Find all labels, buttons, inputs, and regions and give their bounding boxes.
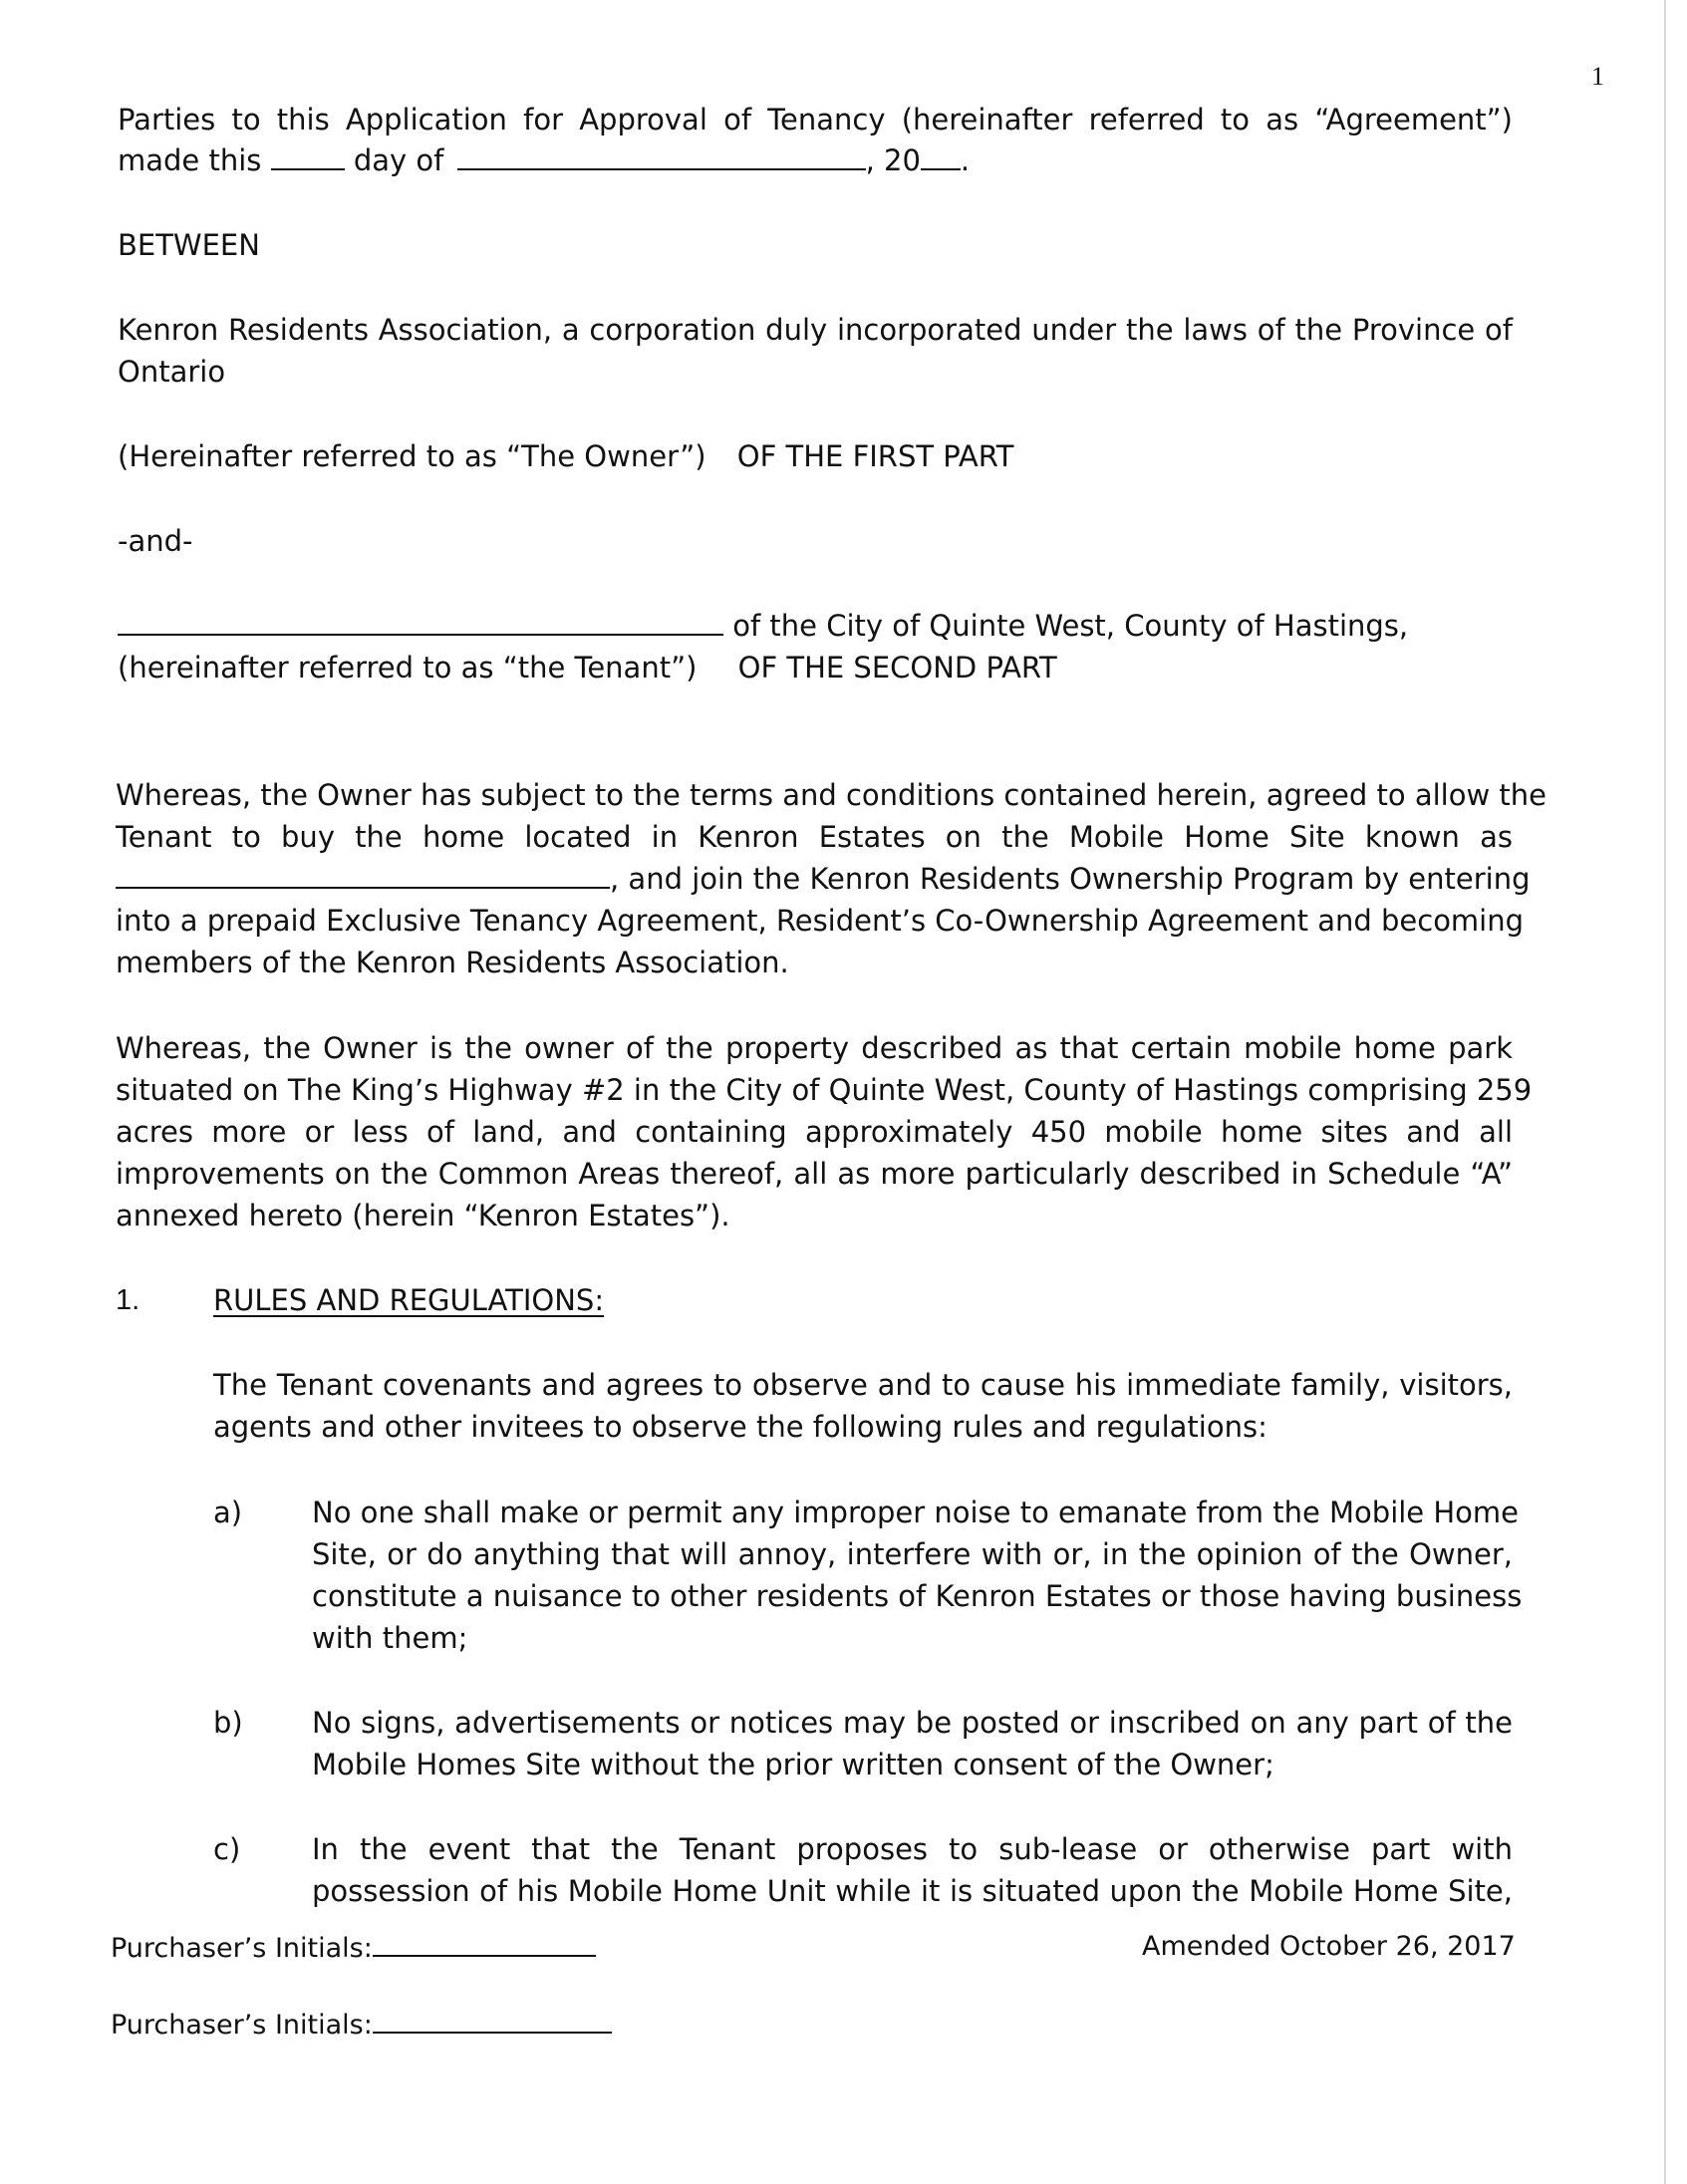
owner-referred: (Hereinafter referred to as “The Owner”) <box>118 439 706 473</box>
whereas2-line-2: situated on The King’s Highway #2 in the City of Quinte West, County of Hastings comprising 259 <box>116 1073 1533 1107</box>
section-title: RULES AND REGULATIONS: <box>213 1283 605 1317</box>
item-b-label: b) <box>213 1706 243 1740</box>
tenant-referred-line <box>118 647 1057 688</box>
item-b-line-1: No signs, advertisements or notices may be posted or inscribed on any part of the <box>312 1706 1513 1740</box>
amended-date: Amended October 26, 2017 <box>1142 1931 1516 1962</box>
tenant-name-blank[interactable] <box>118 606 723 636</box>
and-separator: -and- <box>118 524 193 558</box>
month-blank[interactable] <box>457 140 866 170</box>
day-blank[interactable] <box>271 140 345 170</box>
whereas1-line-3-text: , and join the Kenron Residents Ownership Program by entering <box>610 862 1531 896</box>
intro-line-2 <box>118 139 970 181</box>
item-c-line-2: possession of his Mobile Home Unit while it is situated upon the Mobile Home Site, <box>312 1874 1513 1908</box>
whereas2-line-1: Whereas, the Owner is the owner of the property described as that certain mobile home park <box>116 1031 1513 1065</box>
whereas1-line-3 <box>116 858 1531 900</box>
whereas2-line-3: acres more or less of land, and containing approximately 450 mobile home sites and all <box>116 1115 1513 1149</box>
whereas1-line-5: members of the Kenron Residents Association. <box>116 946 789 979</box>
whereas2-line-4: improvements on the Common Areas thereof, all as more particularly described in Schedule “A” <box>116 1157 1513 1191</box>
tenant-part: OF THE SECOND PART <box>737 651 1057 684</box>
year-blank[interactable] <box>921 140 961 170</box>
owner-line-1: Kenron Residents Association, a corporation duly incorporated under the laws of the Province of <box>118 313 1513 347</box>
tenant-location: of the City of Quinte West, County of Hastings, <box>732 609 1409 643</box>
owner-part: OF THE FIRST PART <box>736 439 1014 473</box>
item-c-label: c) <box>213 1832 241 1866</box>
initials-line-1 <box>111 1929 596 1967</box>
section-intro-line-2: agents and other invitees to observe the following rules and regulations: <box>213 1410 1267 1444</box>
day-of-label: day of <box>353 143 444 177</box>
whereas1-line-4: into a prepaid Exclusive Tenancy Agreement, Resident’s Co-Ownership Agreement and becoming <box>116 904 1525 938</box>
item-a-label: a) <box>213 1496 243 1529</box>
tenant-line-1 <box>118 605 1408 647</box>
item-a-line-2: Site, or do anything that will annoy, interfere with or, in the opinion of the Owner, <box>312 1537 1513 1571</box>
item-a-line-3: constitute a nuisance to other residents of Kenron Estates or those having business <box>312 1579 1523 1613</box>
item-a-line-4: with them; <box>312 1621 468 1655</box>
initials-blank-1[interactable] <box>373 1929 596 1957</box>
whereas1-line-2: Tenant to buy the home located in Kenron Estates on the Mobile Home Site known as <box>116 820 1513 854</box>
whereas1-line-1: Whereas, the Owner has subject to the terms and conditions contained herein, agreed to allow the <box>116 778 1546 812</box>
item-c-line-1: In the event that the Tenant proposes to sub-lease or otherwise part with <box>312 1832 1513 1866</box>
tenant-referred: (hereinafter referred to as “the Tenant”) <box>118 651 698 684</box>
item-a-line-1: No one shall make or permit any improper noise to emanate from the Mobile Home <box>312 1496 1520 1529</box>
initials-line-2 <box>111 2006 612 2044</box>
year-prefix: , 20 <box>865 143 921 177</box>
whereas2-line-5: annexed hereto (herein “Kenron Estates”). <box>116 1199 730 1232</box>
initials-label-2: Purchaser’s Initials: <box>111 2010 373 2041</box>
owner-line-2: Ontario <box>118 355 226 389</box>
initials-label-1: Purchaser’s Initials: <box>111 1933 373 1964</box>
between-heading: BETWEEN <box>118 228 260 262</box>
initials-blank-2[interactable] <box>373 2006 612 2034</box>
item-b-line-2: Mobile Homes Site without the prior written consent of the Owner; <box>312 1748 1274 1781</box>
made-this-label: made this <box>118 143 262 177</box>
page-number: 1 <box>1591 62 1604 91</box>
year-suffix: . <box>960 143 971 177</box>
owner-referred-line <box>118 435 1014 477</box>
section-number: 1. <box>116 1284 141 1316</box>
section-intro-line-1: The Tenant covenants and agrees to observe and to cause his immediate family, visitors, <box>213 1368 1513 1402</box>
page-edge <box>1664 0 1666 2184</box>
intro-line-1: Parties to this Application for Approval of Tenancy (hereinafter referred to as “Agreement”) <box>118 103 1513 136</box>
site-blank[interactable] <box>116 859 610 889</box>
